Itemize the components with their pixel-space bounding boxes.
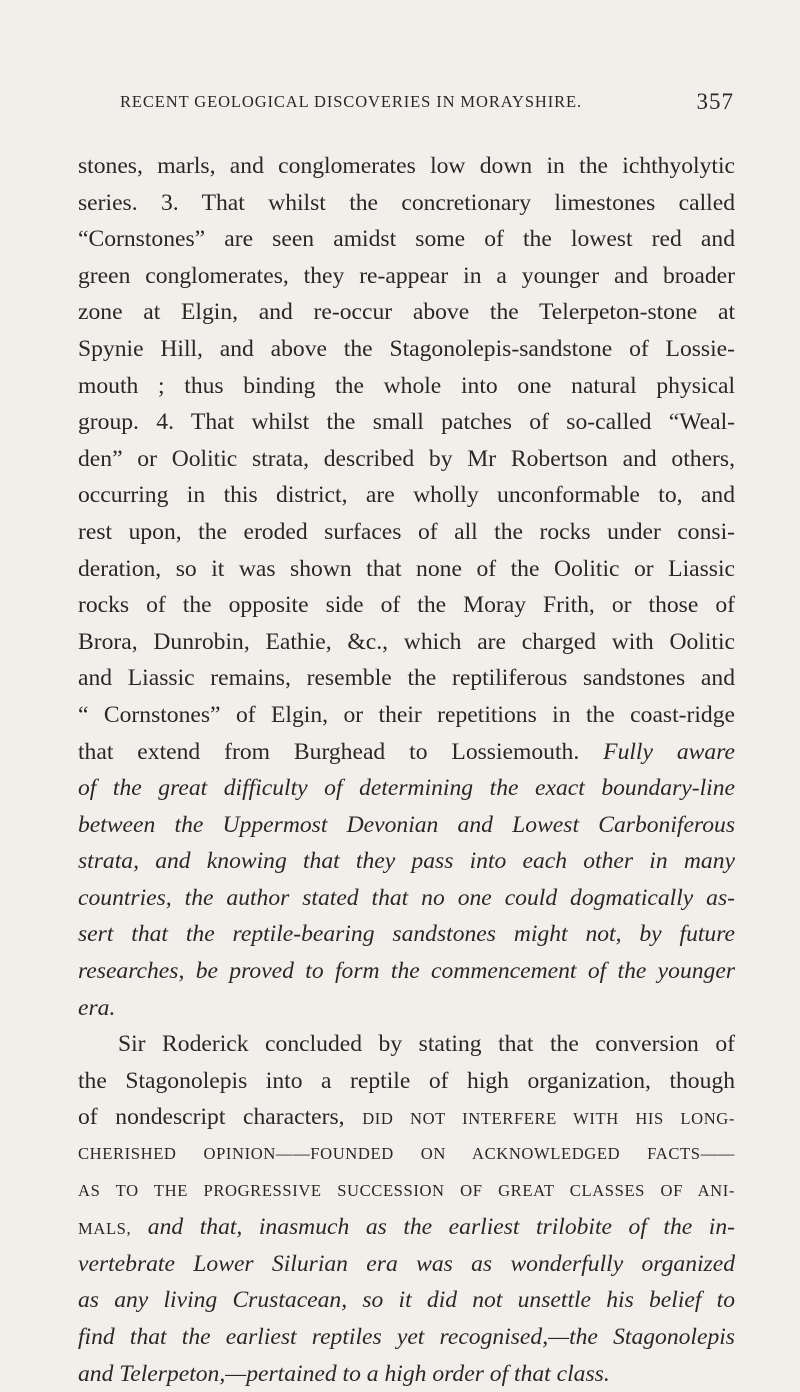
text-line: AS TO THE PROGRESSIVE SUCCESSION OF GREAT CLASSES OF ANI- — [78, 1180, 735, 1200]
body-text — [78, 148, 735, 1392]
text-line — [78, 916, 735, 953]
italic-run: sert that the reptile-bearing sandstones might not, by future — [78, 921, 735, 948]
text-line — [78, 1209, 735, 1246]
text-line — [78, 990, 735, 1027]
text-line: mouth ; thus binding the whole into one natural physical — [78, 372, 735, 399]
text-line: rest upon, the eroded surfaces of all the rocks under consi- — [78, 518, 735, 545]
italic-run: between the Uppermost Devonian and Lowest Carboniferous — [78, 811, 735, 838]
italic-run: strata, and knowing that they pass into each other in many — [78, 848, 735, 875]
text-line — [78, 770, 735, 807]
text-line — [78, 1246, 735, 1283]
text-line: CHERISHED OPINION——FOUNDED ON ACKNOWLEDGED FACTS—— — [78, 1144, 735, 1164]
text-line — [78, 1356, 735, 1392]
text-line — [78, 953, 735, 990]
text-line: zone at Elgin, and re-occur above the Telerpeton-stone at — [78, 299, 735, 326]
text-line: deration, so it was shown that none of the Oolitic or Liassic — [78, 555, 735, 582]
text-line: “ Cornstones” of Elgin, or their repetitions in the coast-ridge — [78, 701, 735, 728]
italic-run: vertebrate Lower Silurian era was as wonderfully organized — [78, 1250, 735, 1277]
text-line: “Cornstones” are seen amidst some of the lowest red and — [78, 226, 735, 253]
text-line: Spynie Hill, and above the Stagonolepis-sandstone of Lossie- — [78, 335, 735, 362]
italic-run: find that the earliest reptiles yet recognised,—the Stagonolepis — [78, 1324, 735, 1350]
text-line: group. 4. That whilst the small patches of so-called “Weal- — [78, 409, 735, 436]
text-line: occurring in this district, are wholly unconformable to, and — [78, 482, 735, 509]
text-run: that extend from Burghead to Lossiemouth. — [78, 738, 580, 765]
text-line: the Stagonolepis into a reptile of high organization, though — [78, 1067, 735, 1094]
italic-run: era. — [78, 994, 116, 1021]
text-line: rocks of the opposite side of the Moray Frith, or those of — [78, 592, 735, 619]
text-line: Sir Roderick concluded by stating that the conversion of — [118, 1031, 735, 1058]
text-line — [78, 880, 735, 917]
text-line: Brora, Dunrobin, Eathie, &c., which are charged with Oolitic — [78, 628, 735, 655]
page-number: 357 — [696, 89, 734, 114]
italic-run: as any living Crustacean, so it did not unsettle his belief to — [78, 1287, 735, 1314]
text-line: stones, marls, and conglomerates low down in the ichthyolytic — [78, 153, 735, 179]
text-line: and Liassic remains, resemble the reptiliferous sandstones and — [78, 665, 735, 692]
text-line — [78, 807, 735, 844]
text-line: den” or Oolitic strata, described by Mr Robertson and others, — [78, 445, 735, 472]
italic-run: countries, the author stated that no one could dogmatically as- — [78, 884, 735, 911]
running-head — [120, 89, 734, 118]
italic-run: and Telerpeton,—pertained to a high order of that class. — [78, 1360, 610, 1387]
italic-run: of the great difficulty of determining the exact boundary-line — [78, 775, 735, 802]
italic-run: researches, be proved to form the commencement of the younger — [78, 958, 735, 985]
small-caps-run: DID NOT INTERFERE WITH HIS LONG- — [362, 1109, 735, 1129]
text-line — [78, 1319, 735, 1356]
italic-run: Fully aware — [603, 738, 735, 765]
text-line — [78, 843, 735, 880]
text-line: series. 3. That whilst the concretionary limestones called — [78, 189, 735, 216]
text-line — [78, 1282, 735, 1319]
running-title: RECENT GEOLOGICAL DISCOVERIES IN MORAYSHIRE. — [120, 92, 583, 111]
small-caps-run: MALS, — [78, 1219, 132, 1239]
text-run: of nondescript characters, — [78, 1104, 345, 1131]
text-line — [78, 1099, 735, 1136]
text-line — [78, 734, 735, 771]
italic-run: and that, inasmuch as the earliest trilobite of the in- — [147, 1214, 735, 1241]
text-line: green conglomerates, they re-appear in a younger and broader — [78, 262, 735, 289]
